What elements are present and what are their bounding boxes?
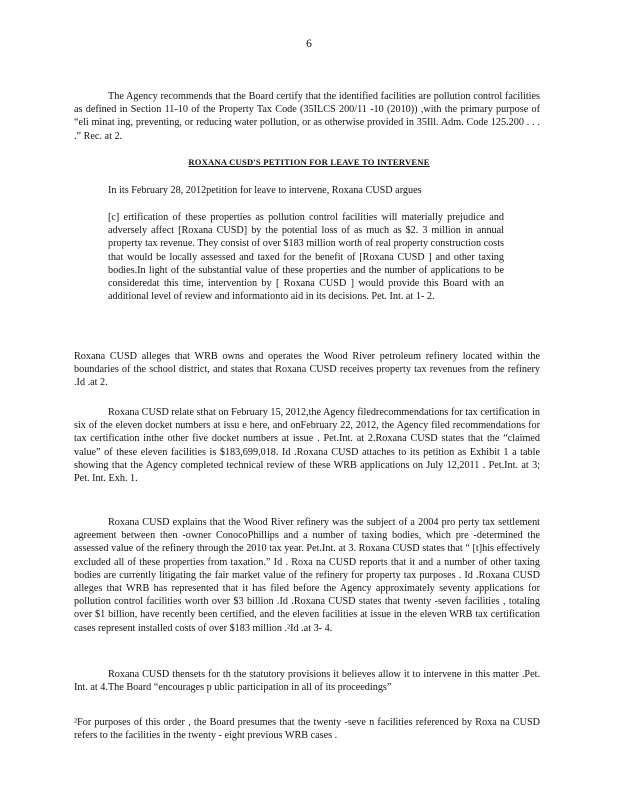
paragraph-agency-recommendation [74,90,540,143]
paragraph-text: The Agency recommends that the Board certify that the identified facilities are pollution control facilities as defined in Section 11-10 of the Property Tax Code (35ILCS 200/11 -10 (2010)) ,with the primary purpose of “eli minat ing, preventing, or reducing water pollution, or as otherwise provided in 35Ill. Adm. Code 125.200 . . . .” Rec. at 2. [74,91,540,142]
paragraph-settlement-agreement [74,516,540,635]
section-heading [0,157,618,167]
paragraph-petition-intro [74,184,540,197]
paragraph-text: Roxana CUSD thensets for th the statutory provisions it believes allow it to intervene in this matter .Pet. Int. at 4.The Board “encourages p ublic participation in all of its proceedings” [74,669,540,694]
paragraph-text: Roxana CUSD relate sthat on February 15, 2012,the Agency filedrecommendations for tax certification in six of the eleven docket numbers at issu e here, and onFebruary 22, 2012, the Agency filed recommendations for tax certification inthe other five docket numbers at issue . Pet.Int. at 2.Roxana CUSD states that the “claimed value” of these eleven facilities is $183,699,018. Id .Roxana CUSD attaches to its petition as Exhibit 1 a table showing that the Agency completed technical review of these WRB applications on July 12,2011 . Pet.Int. at 3; Pet. Int. Exh. 1. [74,407,540,485]
paragraph-text: Roxana CUSD alleges that WRB owns and operates the Wood River petroleum refinery located within the boundaries of the school district, and states that Roxana CUSD receives property tax revenues from the refinery .Id .at 2. [74,351,540,389]
paragraph-text: Roxana CUSD explains that the Wood River refinery was the subject of a 2004 pro perty tax settlement agreement between then -owner ConocoPhillips and a number of taxing bodies, which pre -determined the assessed value of the refinery through the 2010 tax year. Pet.Int. at 3. Roxana CUSD states that “ [t]his effectively excluded all of these properties from taxation.” Id . Roxa na CUSD reports that it and a number of other taxing bodies are currently litigating the fair market value of the refinery for property tax purposes . Id .Roxana CUSD alleges that WRB has represented that it has filed before the Agency approximately seventy applications for pollution control facilities worth over $3 billion .Id .Roxana CUSD states that twenty -seven facilities , totaling over $1 billion, have recently been certified, and the eleven facilities at issue in the eleven WRB tax certification cases represent installed costs of over $183 million .²Id .at 3- 4. [74,517,540,634]
block-quote: [c] ertification of these properties as pollution control facilities will materially prejudice and adversely affect [Roxana CUSD] by the potential loss of as much as $2. 3 million in annual property tax revenue. They consist of over $183 million worth of real property construction costs that would be locally assessed and taxed for the benefit of [Roxana CUSD ] and other taxing bodies.In light of the substantial value of these properties and the number of applications to be consideredat this time, intervention by [ Roxana CUSD ] would provide this Board with an additional level of review and informationto aid in its decisions. Pet. Int. at 1- 2. [108,212,504,303]
paragraph-statutory-provisions [74,668,540,694]
section-heading-text: ROXANA CUSD'S PETITION FOR LEAVE TO INTERVENE [188,157,430,167]
footnote: ²For purposes of this order , the Board presumes that the twenty -seve n facilities referenced by Roxa na CUSD refers to the facilities in the twenty - eight previous WRB cases . [74,717,540,742]
paragraph-agency-filings [74,406,540,485]
paragraph-refinery-location [74,350,540,390]
page-number: 6 [306,38,312,50]
paragraph-text: In its February 28, 2012petition for leave to intervene, Roxana CUSD argues [108,185,422,196]
